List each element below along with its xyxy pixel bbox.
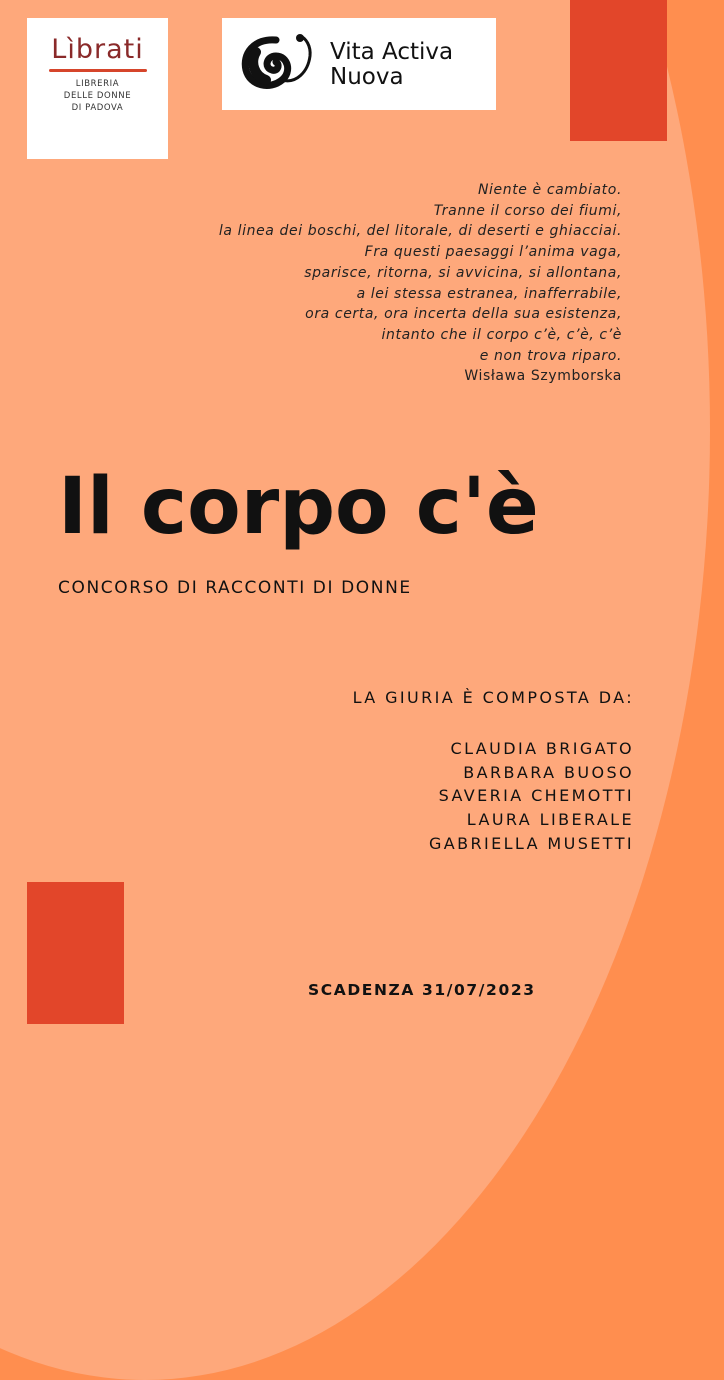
jury-member: GABRIELLA MUSETTI bbox=[428, 833, 634, 853]
spiral-ear-icon bbox=[236, 32, 320, 94]
vita-activa-logo-text bbox=[330, 40, 453, 90]
poem-line: Fra questi paesaggi l’anima vaga, bbox=[364, 244, 622, 261]
poem-line: intanto che il corpo c’è, c’è, c’è bbox=[381, 326, 622, 343]
accent-bar-bottom bbox=[27, 882, 124, 1024]
librati-logo-name: Lìbrati bbox=[51, 34, 144, 65]
poem-line: Niente è cambiato. bbox=[477, 182, 622, 198]
poem-line: sparisce, ritorna, si avvicina, si allontana, bbox=[304, 264, 622, 281]
jury-member: SAVERIA CHEMOTTI bbox=[438, 786, 634, 806]
accent-bar-top bbox=[570, 0, 667, 141]
poem-line: la linea dei boschi, del litorale, di deserti e ghiacciai. bbox=[218, 223, 622, 240]
librati-logo-subtitle: LIBRERIA DELLE DONNE DI PADOVA bbox=[63, 79, 132, 113]
deadline: SCADENZA 31/07/2023 bbox=[308, 981, 536, 999]
jury-heading: LA GIURIA È COMPOSTA DA: bbox=[352, 688, 634, 707]
poem-line: e non trova riparo. bbox=[479, 347, 622, 364]
poster-subtitle: CONCORSO DI RACCONTI DI DONNE bbox=[58, 578, 412, 598]
jury-section bbox=[353, 688, 634, 856]
poem bbox=[219, 180, 622, 387]
poster-title: Il corpo c'è bbox=[58, 462, 539, 552]
poem-line: a lei stessa estranea, inafferrabile, bbox=[356, 285, 622, 302]
vita-activa-logo bbox=[222, 18, 496, 110]
poem-line: Tranne il corso dei fiumi, bbox=[433, 202, 622, 219]
vita-activa-logo-line2: Nuova bbox=[330, 64, 404, 90]
jury-member: BARBARA BUOSO bbox=[463, 762, 634, 782]
jury-member: LAURA LIBERALE bbox=[466, 810, 634, 830]
librati-logo bbox=[27, 18, 168, 159]
vita-activa-logo-line1: Vita Activa bbox=[330, 39, 454, 65]
poem-author: Wisława Szymborska bbox=[464, 368, 622, 385]
jury-member: CLAUDIA BRIGATO bbox=[450, 739, 634, 758]
librati-logo-underline bbox=[49, 69, 147, 72]
poem-line: ora certa, ora incerta della sua esistenza, bbox=[305, 306, 622, 323]
